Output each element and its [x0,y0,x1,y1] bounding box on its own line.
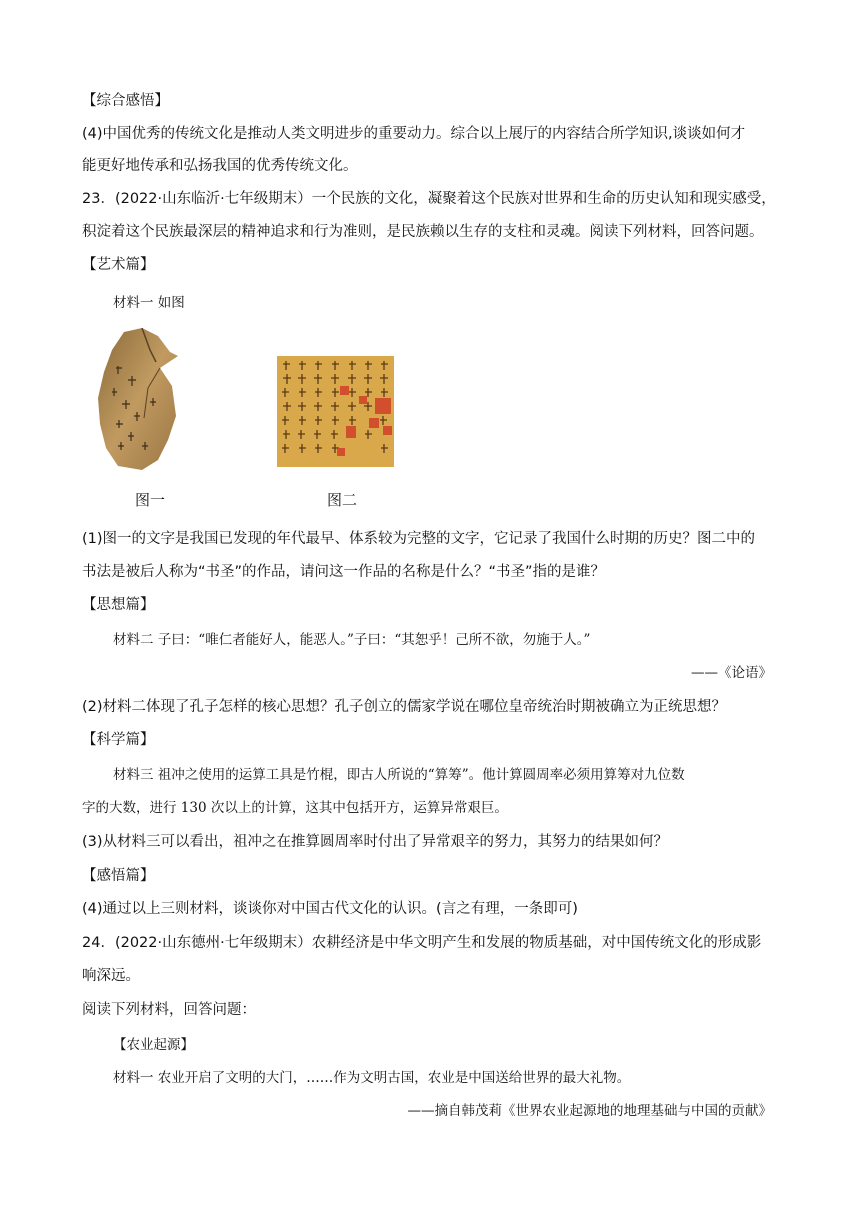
section-header-zonghe: 【综合感悟】 [82,93,169,109]
material-4: 材料一 农业开启了文明的大门，……作为文明古国，农业是中国送给世界的最大礼物。 [113,1070,631,1086]
calligraphy-image [277,356,394,467]
material-4-source: ——摘自韩茂莉《世界农业起源地的地理基础与中国的贡献》 [407,1103,772,1119]
material-3-line2: 字的大数，进行 130 次以上的计算，这其中包括开方，运算异常艰巨。 [82,800,508,816]
question-4: (4)通过以上三则材料，谈谈你对中国古代文化的认识。(言之有理，一条即可) [82,901,578,917]
material-3-line1: 材料三 祖冲之使用的运算工具是竹棍，即古人所说的“算筹”。他计算圆周率必须用算筹对九位数 [113,767,685,783]
question-24-line2: 响深远。 [82,968,140,984]
oracle-bone-image [98,328,180,470]
section-header-sixiang: 【思想篇】 [82,597,155,613]
question-2: (2)材料二体现了孔子怎样的核心思想？孔子创立的儒家学说在哪位皇帝统治时期被确立为正统思想？ [82,699,727,715]
figure-2-caption: 图二 [327,491,358,509]
question-23-line1: 23．(2022·山东临沂·七年级期末）一个民族的文化，凝聚着这个民族对世界和生命的历史认知和现实感受， [82,191,776,207]
section-header-ganwu: 【感悟篇】 [82,868,155,884]
question-3: (3)从材料三可以看出，祖冲之在推算圆周率时付出了异常艰辛的努力，其努力的结果如何？ [82,834,669,850]
material-2: 材料二 子曰：“唯仁者能好人，能恶人。”子曰：“其恕乎！己所不欲，勿施于人。” [113,632,591,648]
question-4-line1: (4)中国优秀的传统文化是推动人类文明进步的重要动力。综合以上展厅的内容结合所学知识,谈谈如何才 [82,126,746,142]
question-24-line1: 24．(2022·山东德州·七年级期末）农耕经济是中华文明产生和发展的物质基础，对中国传统文化的形成影 [82,935,762,951]
section-header-kexue: 【科学篇】 [82,732,155,748]
section-header-nongye: 【农业起源】 [113,1037,194,1053]
question-4-line2: 能更好地传承和弘扬我国的优秀传统文化。 [82,158,358,174]
question-1-line2: 书法是被后人称为“书圣”的作品，请问这一作品的名称是什么？“书圣”指的是谁？ [82,564,606,580]
material-2-source: ——《论语》 [691,665,772,681]
section-header-yishu: 【艺术篇】 [82,257,155,273]
material-1: 材料一 如图 [113,295,185,311]
question-1-line1: (1)图一的文字是我国已发现的年代最早、体系较为完整的文字，它记录了我国什么时期的历史？图二中的 [82,531,756,547]
read-instruction: 阅读下列材料，回答问题： [82,1002,256,1018]
figure-1-caption: 图一 [135,491,166,509]
question-23-line2: 积淀着这个民族最深层的精神追求和行为准则，是民族赖以生存的支柱和灵魂。阅读下列材料，回答问题。 [82,224,764,240]
